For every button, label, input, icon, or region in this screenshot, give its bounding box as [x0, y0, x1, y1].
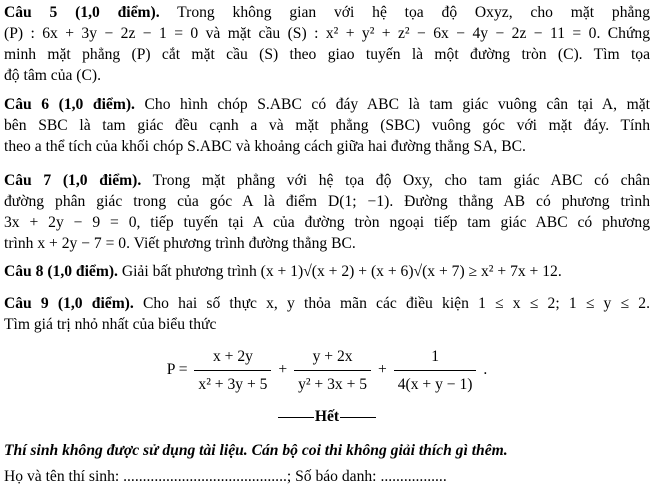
end-rule-left: [278, 417, 314, 418]
fraction-1-denominator: x² + 3y + 5: [198, 376, 268, 393]
question-8-text-1: Giải bất phương trình (x + 1)√(x + 2) + (x + 6)√(x + 7) ≥ x² + 7x + 12.: [121, 263, 562, 280]
fraction-2: [294, 346, 371, 395]
end-marker: [0, 406, 654, 427]
question-5: [4, 2, 650, 86]
question-6-text-1: Cho hình chóp S.ABC có đáy ABC là tam giác vuông cân tại A, mặt: [144, 96, 650, 113]
exam-note: Thí sinh không được sử dụng tài liệu. Cán bộ coi thi không giải thích gì thêm.: [4, 442, 508, 459]
question-6-title: Câu 6 (1,0 điểm).: [4, 96, 135, 113]
fraction-3: [394, 346, 477, 395]
formula-lhs: P =: [166, 361, 188, 379]
question-7-line-1: [4, 170, 650, 191]
question-9-text-1: Cho hai số thực x, y thỏa mãn các điều kiện 1 ≤ x ≤ 2; 1 ≤ y ≤ 2.: [142, 295, 650, 312]
question-6-line-3: theo a thể tích của khối chóp S.ABC và khoảng cách giữa hai đường thẳng SA, BC.: [4, 138, 526, 155]
question-7: [4, 170, 650, 254]
plus-sign-2: +: [378, 361, 387, 379]
formula-period: .: [483, 361, 488, 379]
question-5-title: Câu 5 (1,0 điểm).: [4, 4, 160, 21]
question-8: [4, 261, 650, 282]
question-9: [4, 293, 650, 335]
question-9-title: Câu 9 (1,0 điểm).: [4, 295, 134, 312]
question-5-line-2: (P) : 6x + 3y − 2z − 1 = 0 và mặt cầu (S) : x² + y² + z² − 6x − 4y − 2z − 11 = 0. Chứng: [4, 25, 650, 42]
candidate-name-dots: ..........................................: [123, 468, 287, 485]
question-8-title: Câu 8 (1,0 điểm).: [4, 263, 118, 280]
fraction-1-numerator: x + 2y: [194, 346, 271, 371]
question-7-line-4: trình x + 2y − 7 = 0. Viết phương trình đường thẳng BC.: [4, 235, 356, 252]
candidate-id-label: ; Số báo danh:: [286, 468, 377, 485]
candidate-name-label: Họ và tên thí sinh:: [4, 468, 120, 485]
candidate-info: [4, 466, 650, 487]
question-7-line-3: 3x + 2y − 9 = 0, tiếp tuyến tại A của đường tròn ngoại tiếp tam giác ABC có phương: [4, 214, 650, 231]
question-6: [4, 94, 650, 157]
fraction-3-numerator: 1: [394, 346, 477, 371]
fraction-1: [194, 346, 271, 395]
fraction-3-denominator: 4(x + y − 1): [397, 376, 473, 393]
question-5-line-1: [4, 2, 650, 23]
expression-p: [0, 346, 654, 395]
question-5-line-3: minh mặt phẳng (P) cắt mặt cầu (S) theo giao tuyến là một đường tròn (C). Tìm tọa: [4, 46, 650, 63]
question-7-line-2: đường phân giác trong của góc A là điểm D(1; −1). Đường thẳng AB có phương trình: [4, 193, 650, 210]
end-rule-right: [340, 417, 376, 418]
question-6-line-1: [4, 94, 650, 115]
end-text: Hết: [314, 408, 340, 425]
question-5-text-1: Trong không gian với hệ tọa độ Oxyz, cho mặt phẳng: [177, 4, 651, 21]
candidate-id-dots: .................: [380, 468, 447, 485]
fraction-2-numerator: y + 2x: [294, 346, 371, 371]
question-9-line-2: Tìm giá trị nhỏ nhất của biểu thức: [4, 316, 217, 333]
question-6-line-2: bên SBC là tam giác đều cạnh a và mặt phẳng (SBC) vuông góc với mặt đáy. Tính: [4, 117, 650, 134]
question-9-line-1: [4, 293, 650, 314]
question-7-title: Câu 7 (1,0 điểm).: [4, 172, 142, 189]
question-5-line-4: độ tâm của (C).: [4, 67, 101, 84]
fraction-2-denominator: y² + 3x + 5: [298, 376, 368, 393]
plus-sign-1: +: [278, 361, 288, 379]
question-7-text-1: Trong mặt phẳng với hệ tọa độ Oxy, cho tam giác ABC có chân: [152, 172, 650, 189]
question-8-line-1: [4, 261, 650, 282]
